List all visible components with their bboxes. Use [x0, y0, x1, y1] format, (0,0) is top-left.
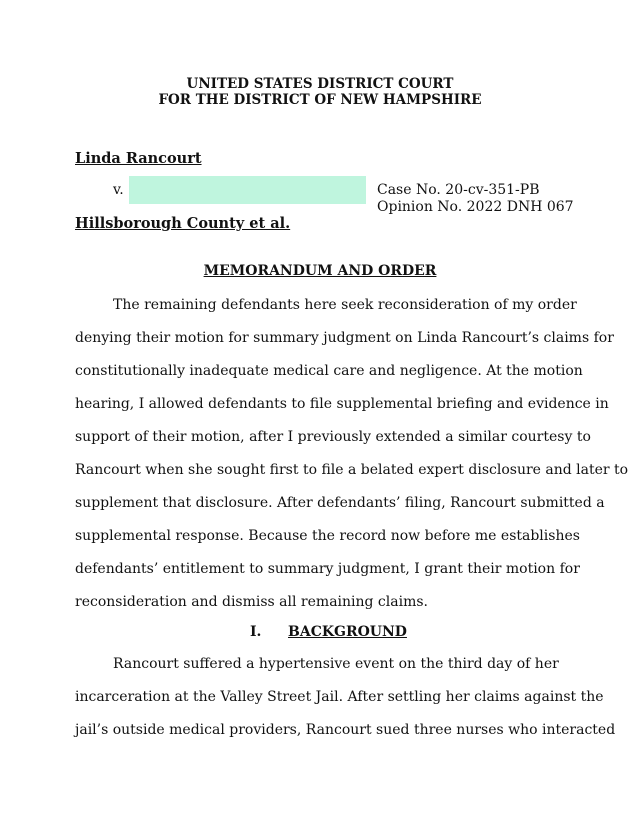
defendant-name: Hillsborough County et al. [75, 215, 291, 232]
redaction-box [129, 176, 366, 204]
para1-line: The remaining defendants here seek reconsideration of my order [113, 297, 577, 313]
para1-line: Rancourt when she sought first to file a belated expert disclosure and later to [75, 462, 629, 478]
opinion-number: Opinion No. 2022 DNH 067 [377, 199, 574, 215]
versus-label: v. [113, 182, 124, 198]
para1-line: constitutionally inadequate medical care and negligence. At the motion [75, 363, 583, 379]
para1-line: supplemental response. Because the record now before me establishes [75, 528, 580, 544]
document-title: MEMORANDUM AND ORDER [203, 263, 437, 279]
para1-line: support of their motion, after I previously extended a similar courtesy to [75, 429, 591, 445]
case-number: Case No. 20-cv-351-PB [377, 182, 540, 198]
section-heading: BACKGROUND [288, 624, 407, 640]
para1-line: reconsideration and dismiss all remaining claims. [75, 594, 428, 610]
para2-line: Rancourt suffered a hypertensive event on the third day of her [113, 656, 559, 672]
court-name-line2: FOR THE DISTRICT OF NEW HAMPSHIRE [158, 92, 482, 108]
para1-line: supplement that disclosure. After defendants’ filing, Rancourt submitted a [75, 495, 605, 511]
para1-line: denying their motion for summary judgment on Linda Rancourt’s claims for [75, 330, 614, 346]
plaintiff-name: Linda Rancourt [75, 150, 202, 167]
para1-line: hearing, I allowed defendants to file supplemental briefing and evidence in [75, 396, 609, 412]
para1-line: defendants’ entitlement to summary judgment, I grant their motion for [75, 561, 580, 577]
para2-line: incarceration at the Valley Street Jail. After settling her claims against the [75, 689, 604, 705]
court-name-line1: UNITED STATES DISTRICT COURT [186, 76, 454, 92]
para2-line: jail’s outside medical providers, Rancourt sued three nurses who interacted [75, 722, 616, 738]
section-number: I. [250, 624, 262, 640]
